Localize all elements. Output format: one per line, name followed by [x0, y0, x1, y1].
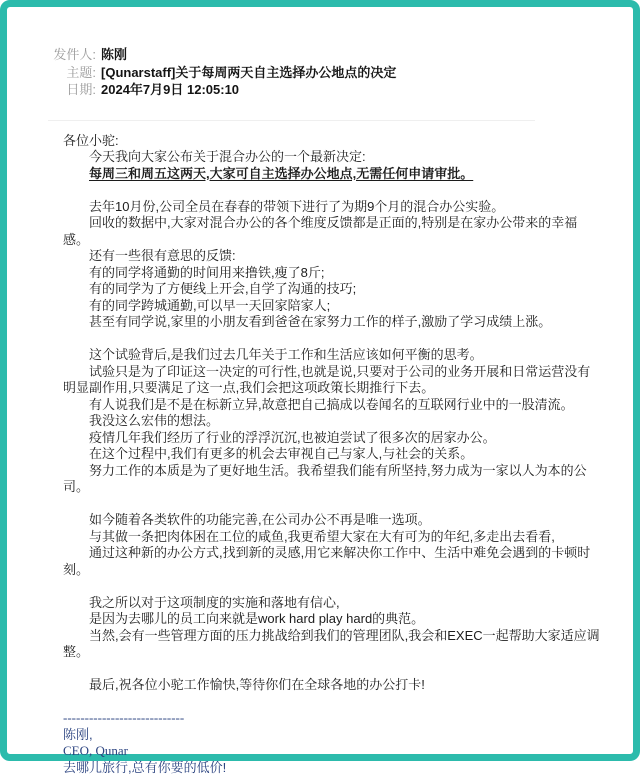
- body-line: 通过这种新的办公方式,找到新的灵感,用它来解决你工作中、生活中难免会遇到的卡顿时刻。: [63, 545, 600, 578]
- body-line: 在这个过程中,我们有更多的机会去审视自己与家人,与社会的关系。: [63, 446, 600, 463]
- body-line: 还有一些很有意思的反馈:: [63, 248, 600, 265]
- header-row-subject: [7, 64, 633, 82]
- body-line: 当然,会有一些管理方面的压力挑战给到我们的管理团队,我会和EXEC一起帮助大家适应调整。: [63, 628, 600, 661]
- body-line: 有的同学将通勤的时间用来撸铁,瘦了8斤;: [63, 265, 600, 282]
- body-line: 这个试验背后,是我们过去几年关于工作和生活应该如何平衡的思考。: [63, 347, 600, 364]
- from-label: 发件人:: [7, 46, 96, 64]
- paragraph-group-closing: [63, 677, 600, 694]
- signature-divider: ----------------------------: [63, 710, 600, 727]
- paragraph-group-rationale: [63, 347, 600, 496]
- header-row-date: [7, 81, 633, 99]
- body-line: 有的同学为了方便线上开会,自学了沟通的技巧;: [63, 281, 600, 298]
- body-line: 疫情几年我们经历了行业的浮浮沉沉,也被迫尝试了很多次的居家办公。: [63, 430, 600, 447]
- body-line: 是因为去哪儿的员工向来就是work hard play hard的典范。: [63, 611, 600, 628]
- email-header: [7, 46, 633, 99]
- signature-block: [63, 710, 600, 776]
- body-line: 我没这么宏伟的想法。: [63, 413, 600, 430]
- salutation: 各位小驼:: [63, 133, 600, 150]
- body-line: 我之所以对于这项制度的实施和落地有信心,: [63, 595, 600, 612]
- paragraph-group-decision: [63, 149, 600, 182]
- signature-name: 陈刚,: [63, 727, 600, 744]
- body-line: 甚至有同学说,家里的小朋友看到爸爸在家努力工作的样子,激励了学习成绩上涨。: [63, 314, 600, 331]
- body-line: 回收的数据中,大家对混合办公的各个维度反馈都是正面的,特别是在家办公带来的幸福感。: [63, 215, 600, 248]
- body-line: 有的同学跨城通勤,可以早一天回家陪家人;: [63, 298, 600, 315]
- signature-title: CEO, Qunar: [63, 743, 600, 760]
- paragraph-group-confidence: [63, 595, 600, 661]
- body-line: 最后,祝各位小驼工作愉快,等待你们在全球各地的办公打卡!: [63, 677, 600, 694]
- body-line: 有人说我们是不是在标新立异,故意把自己搞成以卷闻名的互联网行业中的一股清流。: [63, 397, 600, 414]
- date-value: 2024年7月9日 12:05:10: [101, 81, 239, 99]
- body-line: 去年10月份,公司全员在春春的带领下进行了为期9个月的混合办公实验。: [63, 199, 600, 216]
- from-value: 陈刚: [101, 46, 127, 64]
- policy-highlight-line: 每周三和周五这两天,大家可自主选择办公地点,无需任何申请审批。: [63, 166, 600, 183]
- subject-value: [Qunarstaff]关于每周两天自主选择办公地点的决定: [101, 64, 396, 82]
- paragraph-group-vision: [63, 512, 600, 578]
- body-line: 与其做一条把肉体困在工位的咸鱼,我更希望大家在大有可为的年纪,多走出去看看,: [63, 529, 600, 546]
- body-line: 如今随着各类软件的功能完善,在公司办公不再是唯一选项。: [63, 512, 600, 529]
- header-row-from: [7, 46, 633, 64]
- email-body: [7, 121, 633, 776]
- date-label: 日期:: [7, 81, 96, 99]
- body-line: 试验只是为了印证这一决定的可行性,也就是说,只要对于公司的业务开展和日常运营没有明显副作用,只要满足了这一点,我们会把这项政策长期推行下去。: [63, 364, 600, 397]
- paragraph-group-experiment-feedback: [63, 199, 600, 331]
- body-line: 努力工作的本质是为了更好地生活。我希望我们能有所坚持,努力成为一家以人为本的公司。: [63, 463, 600, 496]
- signature-slogan: 去哪儿旅行,总有你要的低价!: [63, 760, 600, 776]
- body-line: 今天我向大家公布关于混合办公的一个最新决定:: [63, 149, 600, 166]
- subject-label: 主题:: [7, 64, 96, 82]
